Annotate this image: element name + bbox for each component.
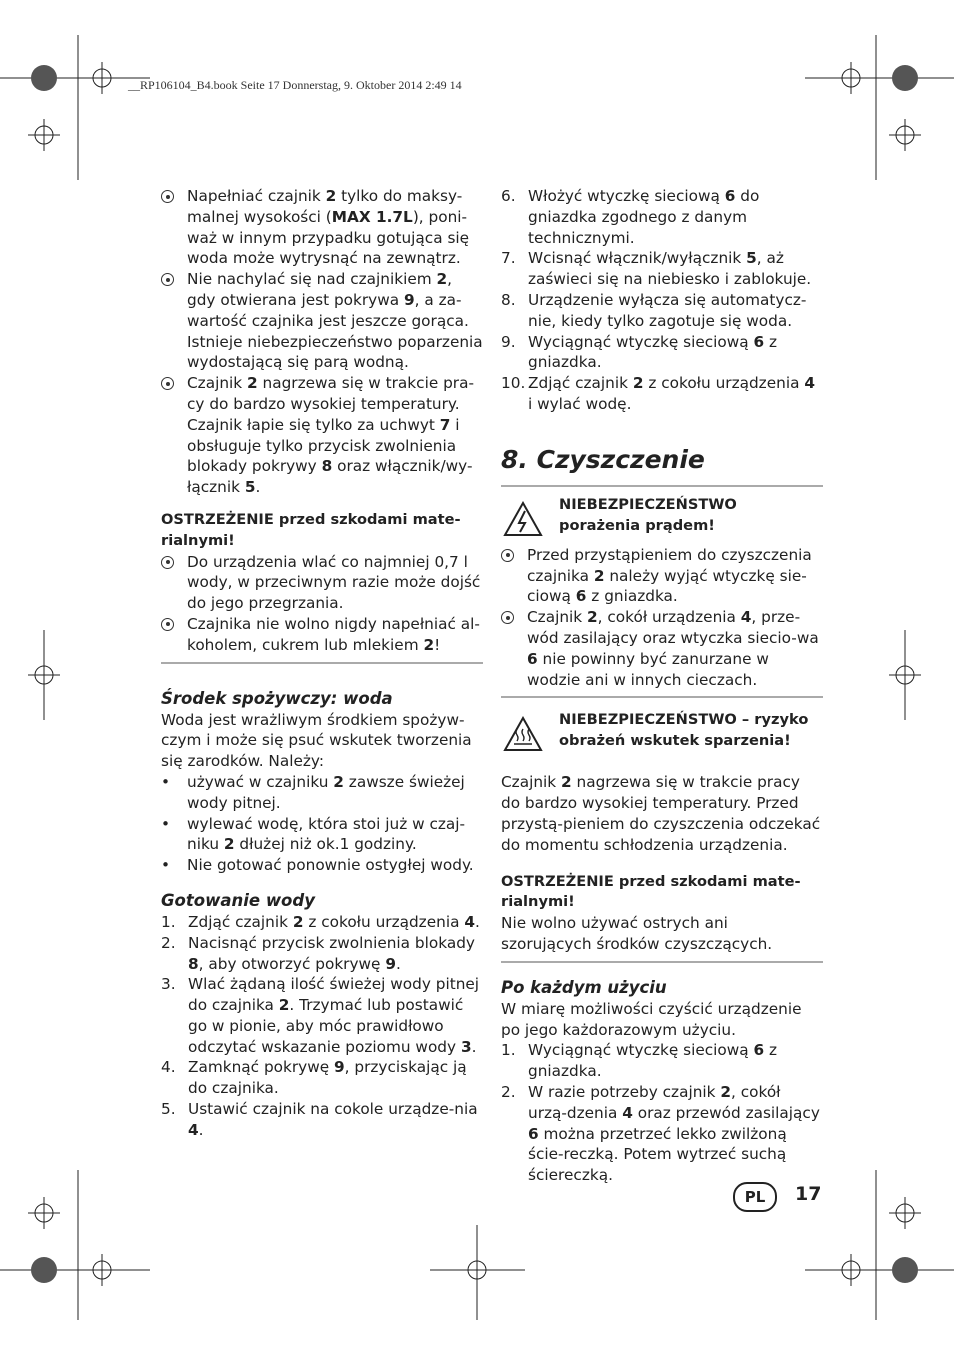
list-item: 6. Włożyć wtyczkę sieciową 6 do gniazdka zgodnego z danym technicznymi.: [501, 187, 760, 247]
step-number: 8.: [501, 290, 516, 309]
list-item: 1. Zdjąć czajnik 2 z cokołu urządzenia 4.: [161, 912, 480, 931]
danger-hot-block: [501, 710, 823, 772]
step-number: 4.: [161, 1058, 176, 1077]
bullet-icon: [501, 545, 514, 566]
danger2-text: Czajnik 2 nagrzewa się w trakcie pracy do bardzo wysokiej temperatury. Przed przystą-pieniem do czyszczenia odczekać do momentu schłodzenia urządzenia.: [501, 773, 821, 854]
list-item: • wylewać wodę, która stoi już w czaj-niku 2 dłużej niż ok.1 godziny.: [161, 814, 466, 854]
material-warning-title: OSTRZEŻENIE przed szkodami mate-rialnymi!: [161, 510, 461, 549]
material-warning-text: Nie wolno używać ostrych ani szorujących środków czyszczących.: [501, 914, 773, 953]
language-badge: PL: [733, 1182, 777, 1212]
divider: [161, 662, 483, 664]
list-item: 8. Urządzenie wyłącza się automatycz-nie, kiedy tylko zagotuje się woda.: [501, 290, 807, 330]
list-item: 1. Wyciągnąć wtyczkę sieciową 6 z gniazdka.: [501, 1041, 778, 1081]
step-number: 6.: [501, 187, 516, 205]
divider: [501, 961, 823, 963]
step-number: 1.: [161, 912, 176, 931]
bullet-icon: [161, 269, 174, 290]
bullet-icon: [501, 607, 514, 628]
list-item: Napełniać czajnik 2 tylko do maksy-malnej wysokości (MAX 1.7L), poni-waż w innym przypadku gotująca się woda może wytrysnąć na zewnątrz.: [161, 186, 483, 269]
page-number: 17: [795, 1183, 822, 1205]
list-item: Nie nachylać się nad czajnikiem 2, gdy otwierana jest pokrywa 9, a za-wartość czajnika jest jeszcze gorąca. Istnieje niebezpieczeństwo poparzenia wydostającą się parą wodną.: [161, 269, 483, 373]
list-item: Czajnik 2 nagrzewa się w trakcie pra-cy do bardzo wysokiej temperatury. Czajnik łapie się tylko za uchwyt 7 i obsługuje tylko przycisk zwolnienia blokady pokrywy 8 oraz włącznik/wy-łącznik 5.: [161, 373, 483, 498]
bullet-icon: [161, 552, 174, 573]
bullet-icon: •: [161, 772, 171, 791]
step-number: 10.: [501, 374, 526, 393]
after-use-heading: Po każdym użyciu: [501, 977, 667, 997]
right-column: [501, 186, 823, 1186]
list-item: Czajnika nie wolno nigdy napełniać al-koholem, cukrem lub mlekiem 2!: [161, 614, 483, 656]
danger1-title: NIEBEZPIECZEŃSTWO porażenia prądem!: [559, 495, 737, 534]
after-use-text: W miarę możliwości czyścić urządzenie po jego każdorazowym użyciu.: [501, 999, 802, 1039]
print-header: __RP106104_B4.book Seite 17 Donnerstag, 9. Oktober 2014 2:49 14: [128, 78, 462, 92]
divider: [501, 485, 823, 487]
list-item: • Nie gotować ponownie ostygłej wody.: [161, 856, 474, 875]
bullet-icon: •: [161, 814, 171, 833]
list-item: 2. W razie potrzeby czajnik 2, cokół urzą-dzenia 4 oraz przewód zasilający 6 można przetrzeć lekko zwilżoną ście-reczką. Potem wytrzeć suchą ściereczką.: [501, 1082, 820, 1185]
step-number: 1.: [501, 1041, 516, 1060]
list-item: Przed przystąpieniem do czyszczenia czajnika 2 należy wyjąć wtyczkę sie-ciową 6 z gniazdka.: [501, 545, 823, 607]
list-item: 4. Zamknąć pokrywę 9, przyciskając ją do czajnika.: [161, 1058, 467, 1098]
list-item: • używać w czajniku 2 zawsze świeżej wody pitnej.: [161, 772, 465, 812]
list-item: 10. Zdjąć czajnik 2 z cokołu urządzenia 4 i wylać wodę.: [501, 374, 815, 413]
hot-surface-icon: [503, 716, 543, 752]
step-number: 2.: [161, 933, 176, 952]
step-number: 3.: [161, 975, 176, 994]
danger-electric-block: [501, 495, 823, 545]
bullet-icon: •: [161, 856, 171, 875]
divider: [501, 696, 823, 698]
list-item: Do urządzenia wlać co najmniej 0,7 l wody, w przeciwnym razie może dojść do jego przegrzania.: [161, 552, 483, 614]
list-item: 9. Wyciągnąć wtyczkę sieciową 6 z gniazdka.: [501, 332, 778, 372]
list-item: Czajnik 2, cokół urządzenia 4, prze-wód zasilający oraz wtyczka siecio-wa 6 nie powinny być zanurzane w wodzie ani w innych cieczach.: [501, 607, 823, 690]
step-number: 9.: [501, 332, 516, 351]
list-item: 5. Ustawić czajnik na cokole urządze-nia 4.: [161, 1100, 478, 1139]
step-number: 5.: [161, 1100, 176, 1119]
boil-heading: Gotowanie wody: [161, 890, 315, 910]
electric-warning-icon: [503, 501, 543, 537]
left-column: [161, 186, 483, 1141]
step-number: 7.: [501, 249, 516, 268]
food-text: Woda jest wrażliwym środkiem spożyw-czym i może się psuć wskutek tworzenia się zarodków. Należy:: [161, 710, 472, 771]
section-title: 8. Czyszczenie: [501, 444, 705, 474]
list-item: 3. Wlać żądaną ilość świeżej wody pitnej do czajnika 2. Trzymać lub postawić go w pionie, aby móc prawidłowo odczytać wskazanie poziomu wody 3.: [161, 975, 480, 1056]
step-number: 2.: [501, 1082, 516, 1101]
bullet-icon: [161, 614, 174, 635]
danger2-title: NIEBEZPIECZEŃSTWO – ryzyko obrażeń wskutek sparzenia!: [559, 711, 809, 750]
list-item: 7. Wcisnąć włącznik/wyłącznik 5, aż zaświeci się na niebiesko i zablokuje.: [501, 249, 812, 289]
list-item: 2. Nacisnąć przycisk zwolnienia blokady 8, aby otworzyć pokrywę 9.: [161, 933, 475, 973]
bullet-icon: [161, 373, 174, 394]
bullet-icon: [161, 186, 174, 207]
food-heading: Środek spożywczy: woda: [161, 688, 393, 708]
material-warning-title: OSTRZEŻENIE przed szkodami mate-rialnymi!: [501, 872, 801, 911]
